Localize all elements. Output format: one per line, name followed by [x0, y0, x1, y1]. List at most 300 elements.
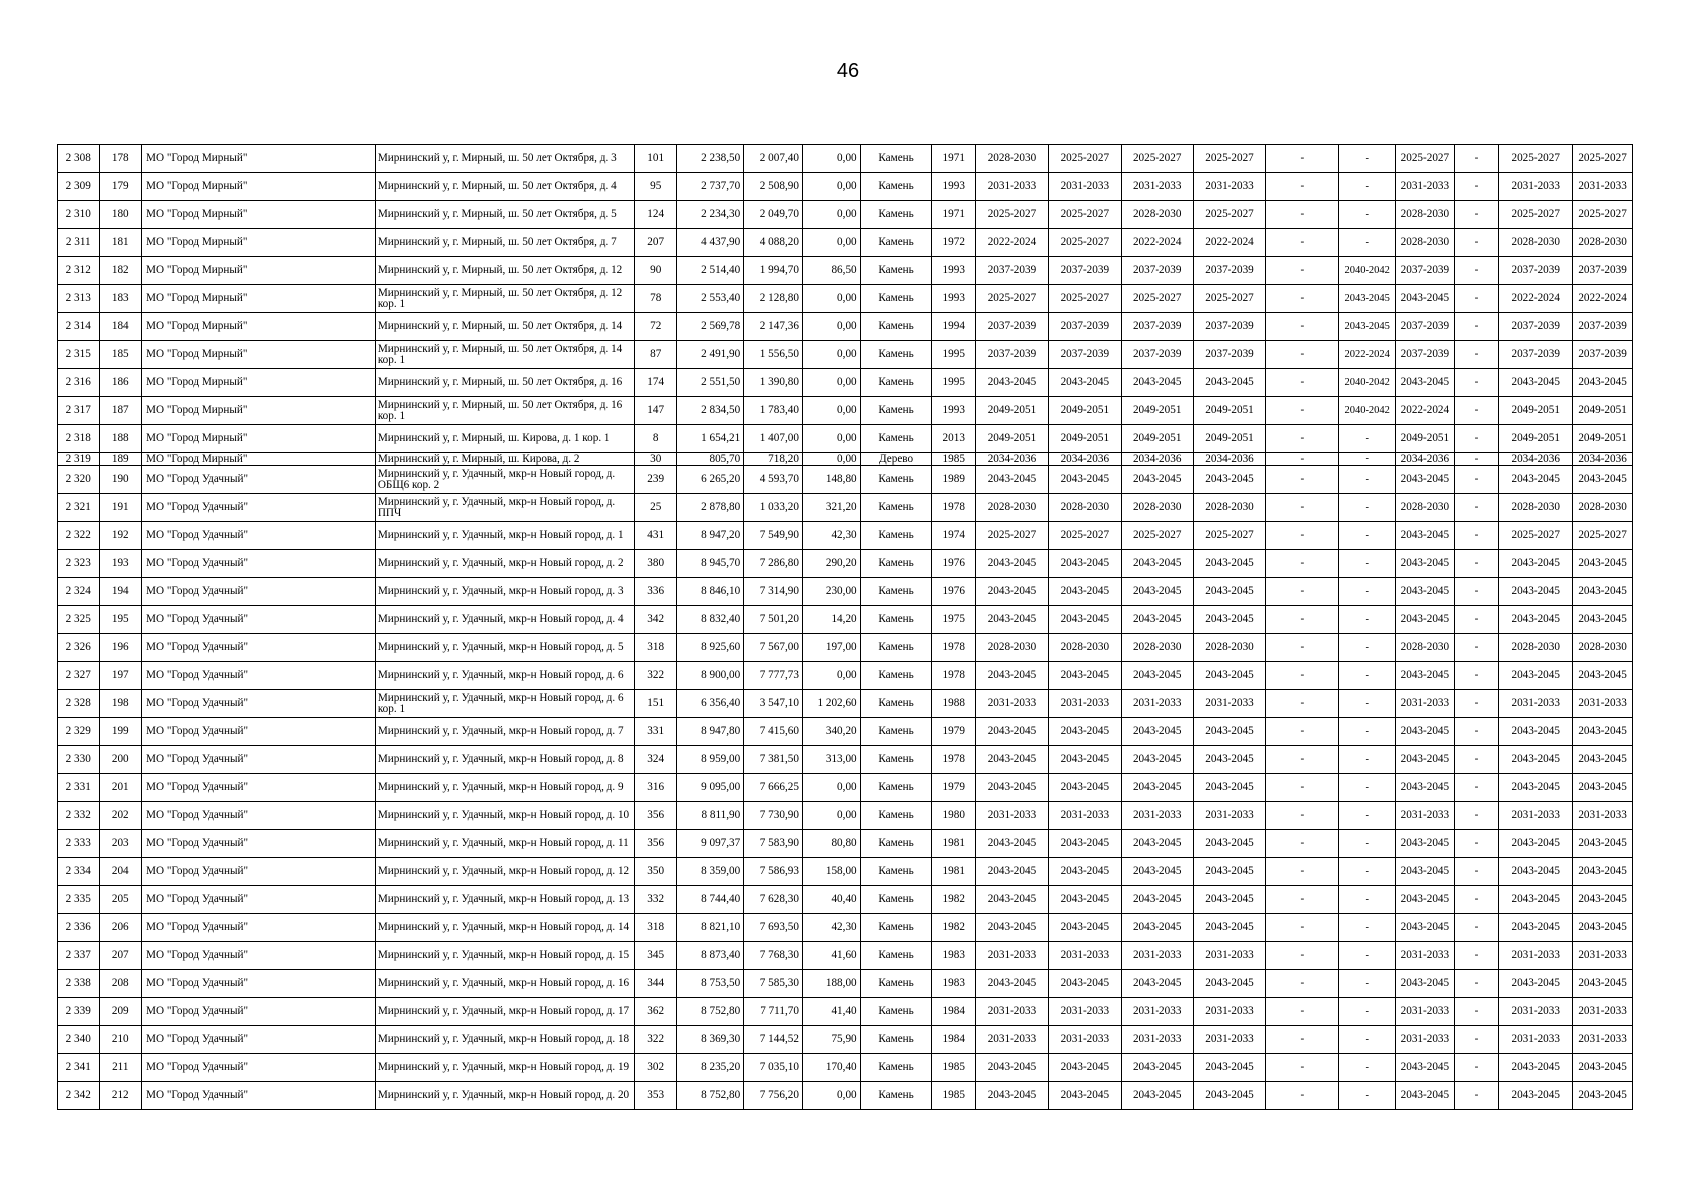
cell-facade-repair-period: 2049-2051 — [1048, 397, 1121, 425]
cell-roof-repair-period: 2043-2045 — [976, 858, 1049, 886]
cell-wall-material: Камень — [860, 830, 932, 858]
cell-nonliving-area: 40,40 — [802, 886, 860, 914]
cell-living-area: 2 128,80 — [744, 285, 803, 313]
table-row — [58, 1054, 1633, 1082]
cell-elevator-repair-period: - — [1266, 550, 1339, 578]
cell-living-area: 7 415,60 — [744, 718, 803, 746]
cell-roof-repair-period: 2043-2045 — [976, 578, 1049, 606]
cell-elevator-shaft-period: - — [1339, 634, 1396, 662]
cell-facade-repair-period: 2043-2045 — [1048, 550, 1121, 578]
cell-elevator-repair-period: - — [1266, 201, 1339, 229]
cell-house-number: 209 — [99, 998, 142, 1026]
cell-total-area: 8 744,40 — [677, 886, 744, 914]
cell-roof-repair-period: 2043-2045 — [976, 550, 1049, 578]
cell-living-area: 718,20 — [744, 453, 803, 466]
cell-gas-repair-period: - — [1454, 494, 1499, 522]
cell-reg-number: 2 317 — [58, 397, 100, 425]
cell-water-repair-period: 2043-2045 — [1499, 1054, 1573, 1082]
cell-elevator-repair-period: - — [1266, 606, 1339, 634]
cell-basement-repair-period: 2043-2045 — [1193, 606, 1266, 634]
cell-facade-repair-period: 2025-2027 — [1048, 229, 1121, 257]
cell-elevator-shaft-period: - — [1339, 998, 1396, 1026]
cell-elevator-shaft-period: 2040-2042 — [1339, 397, 1396, 425]
cell-basement-repair-period: 2034-2036 — [1193, 453, 1266, 466]
cell-elevator-shaft-period: - — [1339, 914, 1396, 942]
cell-wall-material: Камень — [860, 774, 932, 802]
cell-heating-repair-period: 2022-2024 — [1396, 397, 1455, 425]
cell-gas-repair-period: - — [1454, 341, 1499, 369]
cell-electric-repair-period: 2043-2045 — [1573, 830, 1633, 858]
cell-wall-material: Камень — [860, 718, 932, 746]
cell-total-area: 8 846,10 — [677, 578, 744, 606]
cell-heating-repair-period: 2043-2045 — [1396, 970, 1455, 998]
cell-municipality: МО "Город Удачный" — [142, 718, 376, 746]
cell-foundation-repair-period: 2028-2030 — [1121, 634, 1193, 662]
cell-municipality: МО "Город Мирный" — [142, 285, 376, 313]
cell-foundation-repair-period: 2025-2027 — [1121, 285, 1193, 313]
cell-heating-repair-period: 2043-2045 — [1396, 578, 1455, 606]
cell-living-area: 7 144,52 — [744, 1026, 803, 1054]
cell-roof-repair-period: 2034-2036 — [976, 453, 1049, 466]
cell-foundation-repair-period: 2028-2030 — [1121, 494, 1193, 522]
cell-facade-repair-period: 2043-2045 — [1048, 466, 1121, 494]
cell-address: Мирнинский у, г. Удачный, мкр-н Новый город, д. 6 — [375, 662, 634, 690]
cell-elevator-shaft-period: - — [1339, 1082, 1396, 1110]
cell-municipality: МО "Город Удачный" — [142, 970, 376, 998]
cell-foundation-repair-period: 2043-2045 — [1121, 369, 1193, 397]
cell-foundation-repair-period: 2025-2027 — [1121, 145, 1193, 173]
housing-register-table — [57, 144, 1633, 1110]
cell-electric-repair-period: 2025-2027 — [1573, 201, 1633, 229]
cell-build-year: 1993 — [932, 397, 976, 425]
cell-water-repair-period: 2043-2045 — [1499, 466, 1573, 494]
cell-gas-repair-period: - — [1454, 466, 1499, 494]
cell-heating-repair-period: 2043-2045 — [1396, 1082, 1455, 1110]
cell-total-area: 8 752,80 — [677, 998, 744, 1026]
cell-facade-repair-period: 2037-2039 — [1048, 313, 1121, 341]
cell-build-year: 1979 — [932, 718, 976, 746]
cell-build-year: 1978 — [932, 634, 976, 662]
cell-house-number: 189 — [99, 453, 142, 466]
cell-apartments: 72 — [634, 313, 677, 341]
cell-build-year: 1994 — [932, 313, 976, 341]
cell-municipality: МО "Город Удачный" — [142, 550, 376, 578]
cell-build-year: 1995 — [932, 341, 976, 369]
cell-address: Мирнинский у, г. Удачный, мкр-н Новый город, д. 13 — [375, 886, 634, 914]
table-row — [58, 942, 1633, 970]
cell-municipality: МО "Город Удачный" — [142, 522, 376, 550]
cell-house-number: 181 — [99, 229, 142, 257]
cell-address: Мирнинский у, г. Мирный, ш. 50 лет Октября, д. 5 — [375, 201, 634, 229]
cell-apartments: 380 — [634, 550, 677, 578]
cell-address: Мирнинский у, г. Удачный, мкр-н Новый город, д. 2 — [375, 550, 634, 578]
cell-house-number: 207 — [99, 942, 142, 970]
cell-house-number: 183 — [99, 285, 142, 313]
cell-wall-material: Камень — [860, 257, 932, 285]
cell-house-number: 178 — [99, 145, 142, 173]
cell-roof-repair-period: 2031-2033 — [976, 690, 1049, 718]
cell-gas-repair-period: - — [1454, 425, 1499, 453]
cell-facade-repair-period: 2028-2030 — [1048, 494, 1121, 522]
cell-water-repair-period: 2037-2039 — [1499, 313, 1573, 341]
cell-foundation-repair-period: 2043-2045 — [1121, 718, 1193, 746]
cell-water-repair-period: 2031-2033 — [1499, 173, 1573, 201]
cell-elevator-shaft-period: - — [1339, 1026, 1396, 1054]
cell-basement-repair-period: 2049-2051 — [1193, 397, 1266, 425]
cell-apartments: 302 — [634, 1054, 677, 1082]
cell-foundation-repair-period: 2049-2051 — [1121, 425, 1193, 453]
cell-gas-repair-period: - — [1454, 970, 1499, 998]
cell-municipality: МО "Город Мирный" — [142, 397, 376, 425]
cell-nonliving-area: 158,00 — [802, 858, 860, 886]
cell-address: Мирнинский у, г. Удачный, мкр-н Новый город, д. 3 — [375, 578, 634, 606]
cell-build-year: 1984 — [932, 998, 976, 1026]
cell-roof-repair-period: 2043-2045 — [976, 466, 1049, 494]
cell-total-area: 6 265,20 — [677, 466, 744, 494]
cell-total-area: 2 491,90 — [677, 341, 744, 369]
cell-water-repair-period: 2043-2045 — [1499, 369, 1573, 397]
cell-elevator-repair-period: - — [1266, 690, 1339, 718]
cell-water-repair-period: 2043-2045 — [1499, 914, 1573, 942]
cell-build-year: 1985 — [932, 1082, 976, 1110]
cell-electric-repair-period: 2043-2045 — [1573, 774, 1633, 802]
cell-roof-repair-period: 2043-2045 — [976, 606, 1049, 634]
cell-reg-number: 2 316 — [58, 369, 100, 397]
cell-foundation-repair-period: 2037-2039 — [1121, 313, 1193, 341]
cell-apartments: 344 — [634, 970, 677, 998]
cell-water-repair-period: 2043-2045 — [1499, 830, 1573, 858]
cell-foundation-repair-period: 2025-2027 — [1121, 522, 1193, 550]
cell-facade-repair-period: 2043-2045 — [1048, 1082, 1121, 1110]
table-row — [58, 1082, 1633, 1110]
cell-foundation-repair-period: 2031-2033 — [1121, 1026, 1193, 1054]
cell-basement-repair-period: 2043-2045 — [1193, 970, 1266, 998]
cell-reg-number: 2 318 — [58, 425, 100, 453]
cell-total-area: 8 753,50 — [677, 970, 744, 998]
cell-heating-repair-period: 2043-2045 — [1396, 285, 1455, 313]
cell-water-repair-period: 2043-2045 — [1499, 858, 1573, 886]
cell-living-area: 7 586,93 — [744, 858, 803, 886]
cell-facade-repair-period: 2028-2030 — [1048, 634, 1121, 662]
cell-basement-repair-period: 2025-2027 — [1193, 285, 1266, 313]
cell-roof-repair-period: 2031-2033 — [976, 942, 1049, 970]
cell-electric-repair-period: 2025-2027 — [1573, 145, 1633, 173]
cell-living-area: 7 693,50 — [744, 914, 803, 942]
cell-total-area: 9 095,00 — [677, 774, 744, 802]
cell-gas-repair-period: - — [1454, 1054, 1499, 1082]
cell-electric-repair-period: 2031-2033 — [1573, 173, 1633, 201]
cell-elevator-repair-period: - — [1266, 718, 1339, 746]
cell-elevator-repair-period: - — [1266, 746, 1339, 774]
cell-total-area: 4 437,90 — [677, 229, 744, 257]
cell-address: Мирнинский у, г. Удачный, мкр-н Новый город, д. 9 — [375, 774, 634, 802]
cell-living-area: 7 567,00 — [744, 634, 803, 662]
cell-address: Мирнинский у, г. Удачный, мкр-н Новый город, д. 12 — [375, 858, 634, 886]
cell-build-year: 1983 — [932, 970, 976, 998]
cell-wall-material: Камень — [860, 914, 932, 942]
cell-elevator-shaft-period: - — [1339, 606, 1396, 634]
cell-elevator-shaft-period: - — [1339, 1054, 1396, 1082]
cell-apartments: 30 — [634, 453, 677, 466]
cell-apartments: 318 — [634, 634, 677, 662]
table-row — [58, 914, 1633, 942]
cell-elevator-repair-period: - — [1266, 369, 1339, 397]
cell-nonliving-area: 0,00 — [802, 201, 860, 229]
cell-municipality: МО "Город Удачный" — [142, 914, 376, 942]
cell-electric-repair-period: 2031-2033 — [1573, 1026, 1633, 1054]
cell-apartments: 207 — [634, 229, 677, 257]
cell-heating-repair-period: 2043-2045 — [1396, 774, 1455, 802]
cell-elevator-repair-period: - — [1266, 914, 1339, 942]
cell-electric-repair-period: 2043-2045 — [1573, 550, 1633, 578]
cell-elevator-repair-period: - — [1266, 313, 1339, 341]
cell-facade-repair-period: 2043-2045 — [1048, 830, 1121, 858]
cell-gas-repair-period: - — [1454, 285, 1499, 313]
cell-roof-repair-period: 2043-2045 — [976, 914, 1049, 942]
cell-water-repair-period: 2043-2045 — [1499, 606, 1573, 634]
cell-reg-number: 2 327 — [58, 662, 100, 690]
cell-roof-repair-period: 2043-2045 — [976, 369, 1049, 397]
cell-roof-repair-period: 2043-2045 — [976, 774, 1049, 802]
cell-heating-repair-period: 2043-2045 — [1396, 886, 1455, 914]
cell-address: Мирнинский у, г. Мирный, ш. 50 лет Октября, д. 16 кор. 1 — [375, 397, 634, 425]
cell-elevator-repair-period: - — [1266, 802, 1339, 830]
cell-apartments: 174 — [634, 369, 677, 397]
cell-water-repair-period: 2025-2027 — [1499, 145, 1573, 173]
cell-heating-repair-period: 2028-2030 — [1396, 494, 1455, 522]
cell-address: Мирнинский у, г. Удачный, мкр-н Новый город, д. 10 — [375, 802, 634, 830]
cell-elevator-shaft-period: - — [1339, 662, 1396, 690]
cell-apartments: 431 — [634, 522, 677, 550]
cell-elevator-repair-period: - — [1266, 774, 1339, 802]
cell-nonliving-area: 197,00 — [802, 634, 860, 662]
cell-wall-material: Камень — [860, 1026, 932, 1054]
cell-foundation-repair-period: 2043-2045 — [1121, 830, 1193, 858]
table-row — [58, 998, 1633, 1026]
cell-gas-repair-period: - — [1454, 201, 1499, 229]
cell-nonliving-area: 0,00 — [802, 341, 860, 369]
cell-living-area: 7 585,30 — [744, 970, 803, 998]
cell-roof-repair-period: 2031-2033 — [976, 1026, 1049, 1054]
cell-municipality: МО "Город Мирный" — [142, 145, 376, 173]
cell-wall-material: Камень — [860, 145, 932, 173]
cell-house-number: 205 — [99, 886, 142, 914]
cell-elevator-repair-period: - — [1266, 998, 1339, 1026]
cell-water-repair-period: 2043-2045 — [1499, 746, 1573, 774]
cell-municipality: МО "Город Удачный" — [142, 942, 376, 970]
cell-basement-repair-period: 2043-2045 — [1193, 662, 1266, 690]
cell-house-number: 197 — [99, 662, 142, 690]
table-row — [58, 145, 1633, 173]
cell-electric-repair-period: 2043-2045 — [1573, 858, 1633, 886]
cell-build-year: 1983 — [932, 942, 976, 970]
cell-foundation-repair-period: 2043-2045 — [1121, 914, 1193, 942]
cell-basement-repair-period: 2025-2027 — [1193, 522, 1266, 550]
cell-build-year: 1982 — [932, 914, 976, 942]
cell-electric-repair-period: 2028-2030 — [1573, 634, 1633, 662]
cell-apartments: 342 — [634, 606, 677, 634]
cell-basement-repair-period: 2043-2045 — [1193, 746, 1266, 774]
cell-gas-repair-period: - — [1454, 998, 1499, 1026]
cell-foundation-repair-period: 2037-2039 — [1121, 341, 1193, 369]
cell-build-year: 1978 — [932, 746, 976, 774]
cell-living-area: 7 777,73 — [744, 662, 803, 690]
cell-address: Мирнинский у, г. Удачный, мкр-н Новый город, д. 14 — [375, 914, 634, 942]
cell-heating-repair-period: 2043-2045 — [1396, 858, 1455, 886]
cell-elevator-repair-period: - — [1266, 942, 1339, 970]
cell-reg-number: 2 340 — [58, 1026, 100, 1054]
cell-living-area: 1 033,20 — [744, 494, 803, 522]
cell-elevator-shaft-period: - — [1339, 466, 1396, 494]
cell-basement-repair-period: 2031-2033 — [1193, 173, 1266, 201]
cell-electric-repair-period: 2031-2033 — [1573, 998, 1633, 1026]
cell-build-year: 1982 — [932, 886, 976, 914]
cell-basement-repair-period: 2043-2045 — [1193, 1054, 1266, 1082]
cell-nonliving-area: 313,00 — [802, 746, 860, 774]
cell-foundation-repair-period: 2043-2045 — [1121, 606, 1193, 634]
cell-wall-material: Дерево — [860, 453, 932, 466]
cell-facade-repair-period: 2031-2033 — [1048, 998, 1121, 1026]
cell-roof-repair-period: 2043-2045 — [976, 746, 1049, 774]
cell-electric-repair-period: 2043-2045 — [1573, 718, 1633, 746]
table-row — [58, 201, 1633, 229]
cell-house-number: 201 — [99, 774, 142, 802]
cell-heating-repair-period: 2043-2045 — [1396, 746, 1455, 774]
cell-address: Мирнинский у, г. Удачный, мкр-н Новый город, д. 1 — [375, 522, 634, 550]
cell-electric-repair-period: 2037-2039 — [1573, 257, 1633, 285]
cell-heating-repair-period: 2037-2039 — [1396, 341, 1455, 369]
cell-facade-repair-period: 2025-2027 — [1048, 285, 1121, 313]
cell-living-area: 4 088,20 — [744, 229, 803, 257]
cell-total-area: 2 551,50 — [677, 369, 744, 397]
cell-heating-repair-period: 2043-2045 — [1396, 830, 1455, 858]
cell-house-number: 184 — [99, 313, 142, 341]
cell-facade-repair-period: 2031-2033 — [1048, 173, 1121, 201]
cell-foundation-repair-period: 2043-2045 — [1121, 662, 1193, 690]
cell-electric-repair-period: 2031-2033 — [1573, 690, 1633, 718]
cell-build-year: 1976 — [932, 550, 976, 578]
cell-roof-repair-period: 2043-2045 — [976, 830, 1049, 858]
cell-facade-repair-period: 2043-2045 — [1048, 970, 1121, 998]
cell-municipality: МО "Город Мирный" — [142, 257, 376, 285]
cell-gas-repair-period: - — [1454, 746, 1499, 774]
cell-reg-number: 2 332 — [58, 802, 100, 830]
cell-heating-repair-period: 2031-2033 — [1396, 1026, 1455, 1054]
cell-elevator-shaft-period: - — [1339, 578, 1396, 606]
cell-elevator-shaft-period: - — [1339, 173, 1396, 201]
cell-electric-repair-period: 2028-2030 — [1573, 229, 1633, 257]
cell-water-repair-period: 2043-2045 — [1499, 662, 1573, 690]
cell-build-year: 1985 — [932, 453, 976, 466]
cell-elevator-repair-period: - — [1266, 285, 1339, 313]
cell-roof-repair-period: 2043-2045 — [976, 662, 1049, 690]
cell-apartments: 345 — [634, 942, 677, 970]
cell-reg-number: 2 329 — [58, 718, 100, 746]
cell-roof-repair-period: 2028-2030 — [976, 634, 1049, 662]
cell-nonliving-area: 0,00 — [802, 229, 860, 257]
cell-build-year: 1993 — [932, 173, 976, 201]
cell-reg-number: 2 321 — [58, 494, 100, 522]
cell-basement-repair-period: 2031-2033 — [1193, 1026, 1266, 1054]
cell-gas-repair-period: - — [1454, 313, 1499, 341]
cell-house-number: 194 — [99, 578, 142, 606]
cell-reg-number: 2 335 — [58, 886, 100, 914]
cell-electric-repair-period: 2043-2045 — [1573, 466, 1633, 494]
cell-house-number: 198 — [99, 690, 142, 718]
table-row — [58, 802, 1633, 830]
cell-elevator-repair-period: - — [1266, 662, 1339, 690]
cell-heating-repair-period: 2025-2027 — [1396, 145, 1455, 173]
cell-water-repair-period: 2049-2051 — [1499, 425, 1573, 453]
cell-total-area: 8 359,00 — [677, 858, 744, 886]
cell-total-area: 8 947,20 — [677, 522, 744, 550]
cell-electric-repair-period: 2037-2039 — [1573, 313, 1633, 341]
cell-elevator-shaft-period: - — [1339, 886, 1396, 914]
cell-address: Мирнинский у, г. Удачный, мкр-н Новый город, д. 8 — [375, 746, 634, 774]
cell-elevator-shaft-period: - — [1339, 453, 1396, 466]
cell-gas-repair-period: - — [1454, 718, 1499, 746]
cell-facade-repair-period: 2043-2045 — [1048, 1054, 1121, 1082]
cell-living-area: 7 583,90 — [744, 830, 803, 858]
cell-living-area: 7 730,90 — [744, 802, 803, 830]
cell-electric-repair-period: 2043-2045 — [1573, 746, 1633, 774]
cell-house-number: 203 — [99, 830, 142, 858]
cell-foundation-repair-period: 2031-2033 — [1121, 690, 1193, 718]
cell-elevator-shaft-period: - — [1339, 830, 1396, 858]
cell-gas-repair-period: - — [1454, 145, 1499, 173]
cell-reg-number: 2 320 — [58, 466, 100, 494]
cell-electric-repair-period: 2043-2045 — [1573, 914, 1633, 942]
cell-gas-repair-period: - — [1454, 606, 1499, 634]
cell-foundation-repair-period: 2043-2045 — [1121, 970, 1193, 998]
cell-heating-repair-period: 2028-2030 — [1396, 229, 1455, 257]
cell-wall-material: Камень — [860, 313, 932, 341]
cell-living-area: 1 556,50 — [744, 341, 803, 369]
cell-heating-repair-period: 2049-2051 — [1396, 425, 1455, 453]
cell-foundation-repair-period: 2043-2045 — [1121, 1054, 1193, 1082]
cell-address: Мирнинский у, г. Удачный, мкр-н Новый город, д. 5 — [375, 634, 634, 662]
cell-living-area: 1 994,70 — [744, 257, 803, 285]
cell-build-year: 1993 — [932, 257, 976, 285]
cell-basement-repair-period: 2043-2045 — [1193, 886, 1266, 914]
cell-apartments: 322 — [634, 1026, 677, 1054]
cell-address: Мирнинский у, г. Удачный, мкр-н Новый город, д. ППЧ — [375, 494, 634, 522]
cell-basement-repair-period: 2028-2030 — [1193, 634, 1266, 662]
cell-reg-number: 2 324 — [58, 578, 100, 606]
cell-heating-repair-period: 2031-2033 — [1396, 690, 1455, 718]
cell-nonliving-area: 1 202,60 — [802, 690, 860, 718]
cell-water-repair-period: 2043-2045 — [1499, 718, 1573, 746]
cell-nonliving-area: 80,80 — [802, 830, 860, 858]
table-row — [58, 690, 1633, 718]
cell-reg-number: 2 314 — [58, 313, 100, 341]
cell-facade-repair-period: 2043-2045 — [1048, 774, 1121, 802]
cell-electric-repair-period: 2043-2045 — [1573, 886, 1633, 914]
cell-elevator-repair-period: - — [1266, 425, 1339, 453]
cell-reg-number: 2 341 — [58, 1054, 100, 1082]
cell-total-area: 8 811,90 — [677, 802, 744, 830]
cell-basement-repair-period: 2043-2045 — [1193, 830, 1266, 858]
cell-nonliving-area: 0,00 — [802, 774, 860, 802]
cell-roof-repair-period: 2031-2033 — [976, 173, 1049, 201]
cell-elevator-repair-period: - — [1266, 494, 1339, 522]
cell-living-area: 7 628,30 — [744, 886, 803, 914]
cell-nonliving-area: 321,20 — [802, 494, 860, 522]
cell-apartments: 350 — [634, 858, 677, 886]
cell-apartments: 95 — [634, 173, 677, 201]
cell-municipality: МО "Город Удачный" — [142, 1026, 376, 1054]
cell-house-number: 208 — [99, 970, 142, 998]
